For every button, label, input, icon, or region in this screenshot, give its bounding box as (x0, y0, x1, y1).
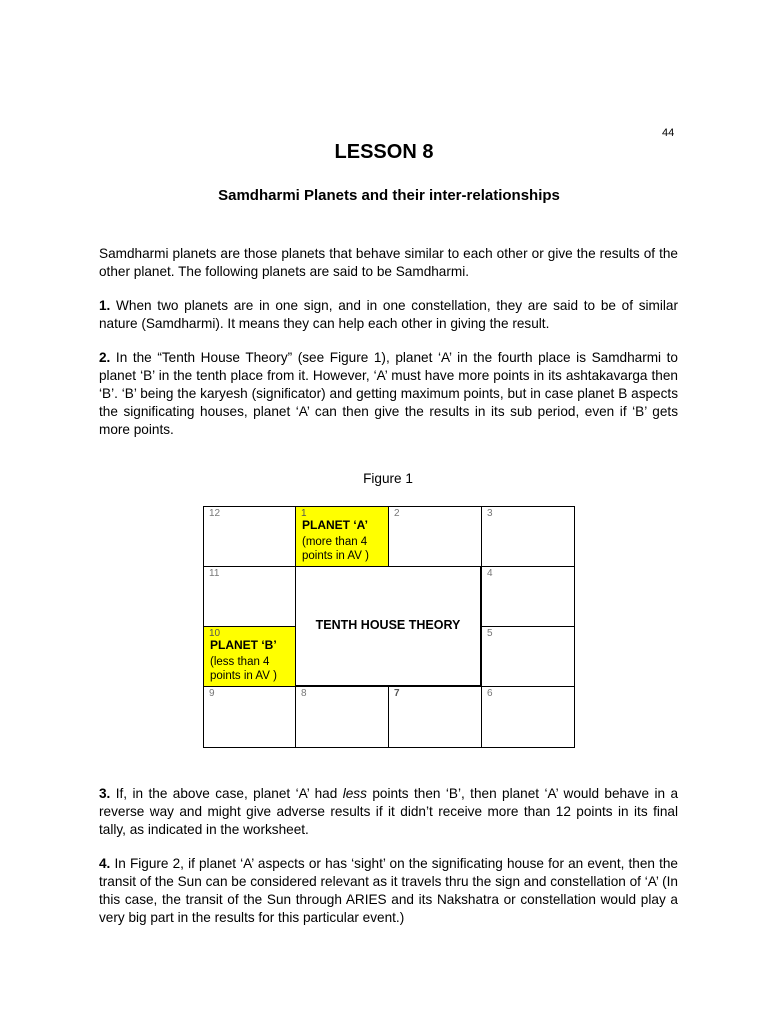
house-2-number: 2 (394, 508, 400, 519)
point-1-paragraph (99, 297, 678, 333)
house-10-cell (203, 626, 296, 687)
center-cell (295, 566, 481, 686)
point-3-paragraph (99, 785, 678, 839)
point-4-text: In Figure 2, if planet ‘A’ aspects or has ‘sight’ on the significating house for an event, then the transit of the Sun can be considered relevant as it travels thru the sign and constellation of ‘A’ (In this case, the transit of the Sun through ARIES and its Nakshatra or constellation would play a very big part in the results for this particular event.) (99, 856, 678, 925)
house-6-cell (481, 686, 575, 748)
house-1-cell (295, 506, 389, 567)
planet-a-title: PLANET ‘A’ (302, 518, 369, 532)
house-4-cell (481, 566, 575, 627)
intro-paragraph: Samdharmi planets are those planets that behave similar to each other or give the results of the other planet. The following planets are said to be Samdharmi. (99, 246, 678, 279)
house-11-cell (203, 566, 296, 627)
house-2-cell (388, 506, 482, 567)
house-9-number: 9 (209, 688, 215, 699)
point-3-text-end: points then ‘B’, then planet ‘A’ would behave in a reverse way and might give adverse results if it didn’t receive more than 12 points in its final tally, as indicated in the worksheet. (99, 786, 678, 837)
house-8-cell (295, 686, 389, 748)
house-5-number: 5 (487, 628, 493, 639)
point-2-number: 2. (99, 350, 111, 365)
planet-b-note-line-1: (less than 4 (210, 656, 270, 668)
planet-b-note-line-2: points in AV ) (210, 670, 277, 682)
tenth-house-theory-label: TENTH HOUSE THEORY (315, 618, 461, 632)
planet-b-title: PLANET ‘B’ (210, 638, 277, 652)
house-5-cell (481, 626, 575, 687)
point-3-text-start: If, in the above case, planet ‘A’ had (110, 786, 343, 801)
house-9-cell (203, 686, 296, 748)
point-3-emphasis: less (342, 786, 367, 801)
house-11-number: 11 (209, 568, 220, 579)
house-12-cell (203, 506, 296, 567)
house-3-cell (481, 506, 575, 567)
point-4-number: 4. (99, 856, 111, 871)
house-6-number: 6 (487, 688, 493, 699)
point-1-number: 1. (99, 298, 111, 313)
point-3-number: 3. (99, 786, 111, 801)
page-number: 44 (662, 127, 675, 139)
house-10-number: 10 (209, 628, 221, 639)
lesson-subtitle: Samdharmi Planets and their inter-relationships (218, 187, 560, 204)
lesson-title: LESSON 8 (334, 141, 434, 163)
point-4-paragraph (99, 855, 678, 927)
point-2-text: In the “Tenth House Theory” (see Figure 1), planet ‘A’ in the fourth place is Samdharmi to planet ‘B’ in the tenth place from it. However, ‘A’ must have more points in its ashtakavarga then ‘B’. ‘B’ being the karyesh (significator) and getting maximum points, but in case planet B aspects the significating houses, planet ‘A’ can then give the results in its sub period, even if ‘B’ gets more points. (99, 350, 678, 437)
house-3-number: 3 (487, 508, 493, 519)
house-1-number: 1 (301, 508, 307, 519)
planet-a-note-line-1: (more than 4 (302, 536, 368, 548)
planet-a-note-line-2: points in AV ) (302, 550, 369, 562)
point-2-paragraph (99, 349, 678, 439)
house-4-number: 4 (487, 568, 493, 579)
house-12-number: 12 (209, 508, 221, 519)
tenth-house-grid (203, 506, 575, 748)
house-8-number: 8 (301, 688, 307, 699)
figure-caption: Figure 1 (363, 471, 413, 486)
point-1-text: When two planets are in one sign, and in one constellation, they are said to be of similar nature (Samdharmi). It means they can help each other in giving the result. (99, 298, 678, 331)
house-7-cell (388, 686, 482, 748)
house-7-number: 7 (394, 688, 400, 699)
